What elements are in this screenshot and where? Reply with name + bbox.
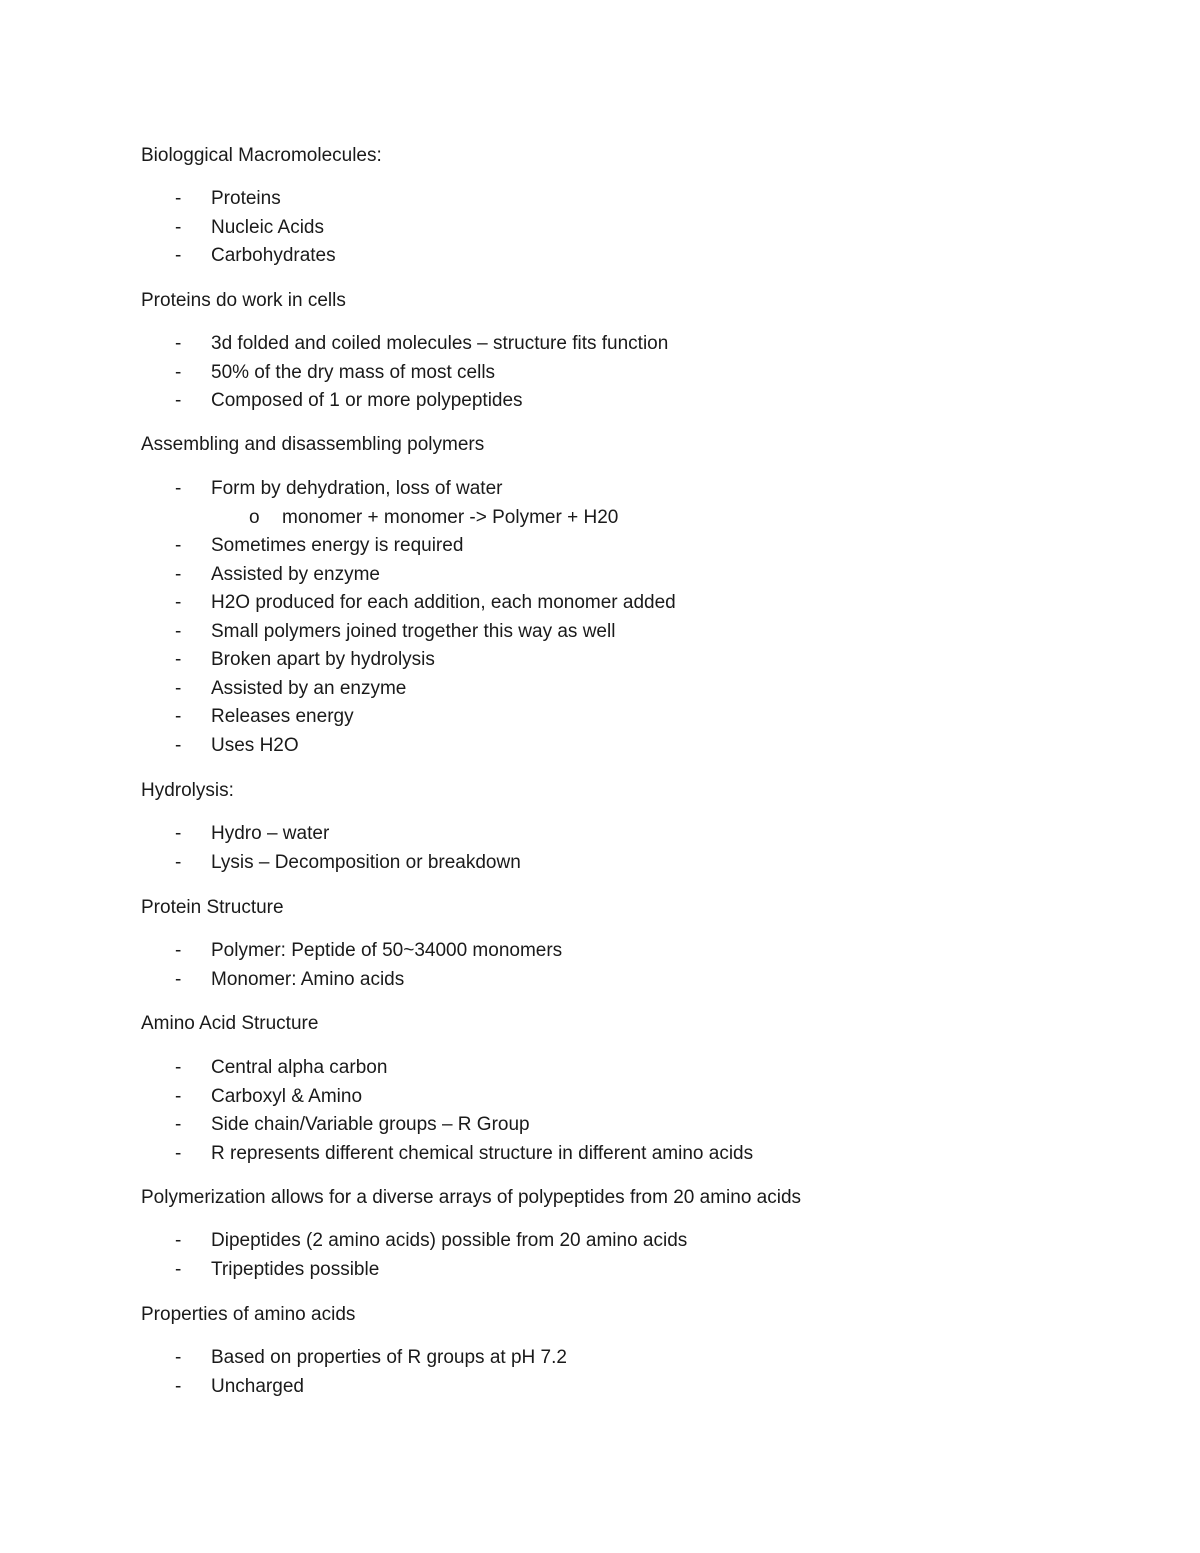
section-proteins (141, 288, 669, 417)
list-item: - Assisted by enzyme (141, 562, 484, 591)
document-page (141, 0, 1141, 1553)
section-heading: Biologgical Macromolecules: (141, 145, 382, 166)
bullet-list (141, 1228, 801, 1285)
list-item: - Dipeptides (2 amino acids) possible from 20 amino acids (141, 1228, 801, 1257)
section-protein-structure (141, 895, 563, 995)
dash-bullet: - (175, 592, 182, 613)
section-heading: Properties of amino acids (141, 1304, 356, 1325)
list-item: - 3d folded and coiled molecules – structure fits function (141, 331, 346, 360)
list-item: - R represents different chemical structure in different amino acids (141, 1141, 318, 1170)
dash-bullet: - (175, 734, 182, 756)
dash-bullet: - (175, 361, 182, 383)
dash-bullet: - (175, 1085, 182, 1107)
list-item: - Form by dehydration, loss of water (141, 476, 484, 505)
list-item: - Sometimes energy is required (141, 533, 484, 562)
list-item: - Proteins (141, 186, 382, 215)
dash-bullet: - (175, 1375, 182, 1397)
dash-bullet: - (175, 851, 182, 873)
list-item: - Carboxyl & Amino (141, 1084, 318, 1113)
dash-bullet: - (175, 968, 182, 990)
list-item: - Hydro – water (141, 821, 234, 850)
dash-bullet: - (175, 1230, 182, 1251)
dash-bullet: - (175, 390, 182, 411)
list-item: - Monomer: Amino acids (141, 967, 284, 996)
dash-bullet: - (175, 1347, 182, 1368)
dash-bullet: - (175, 649, 182, 670)
bullet-list (141, 938, 563, 995)
list-item: - Broken apart by hydrolysis (141, 647, 484, 676)
dash-bullet: - (175, 620, 182, 642)
dash-bullet: - (175, 677, 182, 699)
section-polymerization (141, 1185, 801, 1285)
dash-bullet: - (175, 535, 182, 556)
dash-bullet: - (175, 563, 182, 585)
sub-list-item: o monomer + monomer -> Polymer + H20 (141, 505, 484, 534)
dash-bullet: - (175, 478, 182, 499)
section-properties (141, 1302, 567, 1402)
section-macromolecules (141, 143, 382, 272)
list-item: - Lysis – Decomposition or breakdown (141, 850, 234, 879)
section-heading: Hydrolysis: (141, 780, 234, 801)
section-heading: Proteins do work in cells (141, 290, 346, 311)
list-item: - Carbohydrates (141, 243, 382, 272)
section-heading: Polymerization allows for a diverse arrays of polypeptides from 20 amino acids (141, 1187, 802, 1208)
dash-bullet: - (175, 245, 182, 266)
section-amino-acid-structure (141, 1011, 754, 1169)
dash-bullet: - (175, 1057, 182, 1078)
bullet-list (141, 1345, 567, 1402)
list-item: - Uses H2O (141, 733, 484, 762)
dash-bullet: - (175, 1258, 182, 1280)
dash-bullet: - (175, 188, 182, 209)
dash-bullet: - (175, 706, 182, 727)
list-item: - Based on properties of R groups at pH 7.2 (141, 1345, 355, 1374)
section-heading: Assembling and disassembling polymers (141, 434, 485, 455)
circle-bullet: o (249, 506, 260, 528)
section-heading: Amino Acid Structure (141, 1013, 319, 1034)
section-polymers (141, 432, 676, 761)
section-hydrolysis (141, 778, 521, 878)
list-item: - Tripeptides possible (141, 1257, 801, 1286)
dash-bullet: - (175, 823, 182, 844)
dash-bullet: - (175, 1142, 182, 1164)
list-item: - Assisted by an enzyme (141, 676, 484, 705)
dash-bullet: - (175, 1114, 182, 1135)
list-item: - Nucleic Acids (141, 215, 382, 244)
bullet-list (141, 476, 676, 761)
bullet-list (141, 1055, 754, 1169)
dash-bullet: - (175, 216, 182, 238)
list-item: - Releases energy (141, 704, 484, 733)
list-item: - Small polymers joined trogether this way as well (141, 619, 484, 648)
bullet-list (141, 186, 382, 272)
bullet-list (141, 331, 669, 417)
list-item: - Composed of 1 or more polypeptides (141, 388, 346, 417)
dash-bullet: - (175, 940, 182, 961)
list-item: - Side chain/Variable groups – R Group (141, 1112, 318, 1141)
dash-bullet: - (175, 333, 182, 354)
list-item: - 50% of the dry mass of most cells (141, 360, 346, 389)
list-item: - Uncharged (141, 1374, 355, 1403)
list-item: - Polymer: Peptide of 50~34000 monomers (141, 938, 284, 967)
list-item: - H2O produced for each addition, each monomer added (141, 590, 484, 619)
section-heading: Protein Structure (141, 897, 284, 918)
list-item: - Central alpha carbon (141, 1055, 318, 1084)
bullet-list (141, 821, 521, 878)
